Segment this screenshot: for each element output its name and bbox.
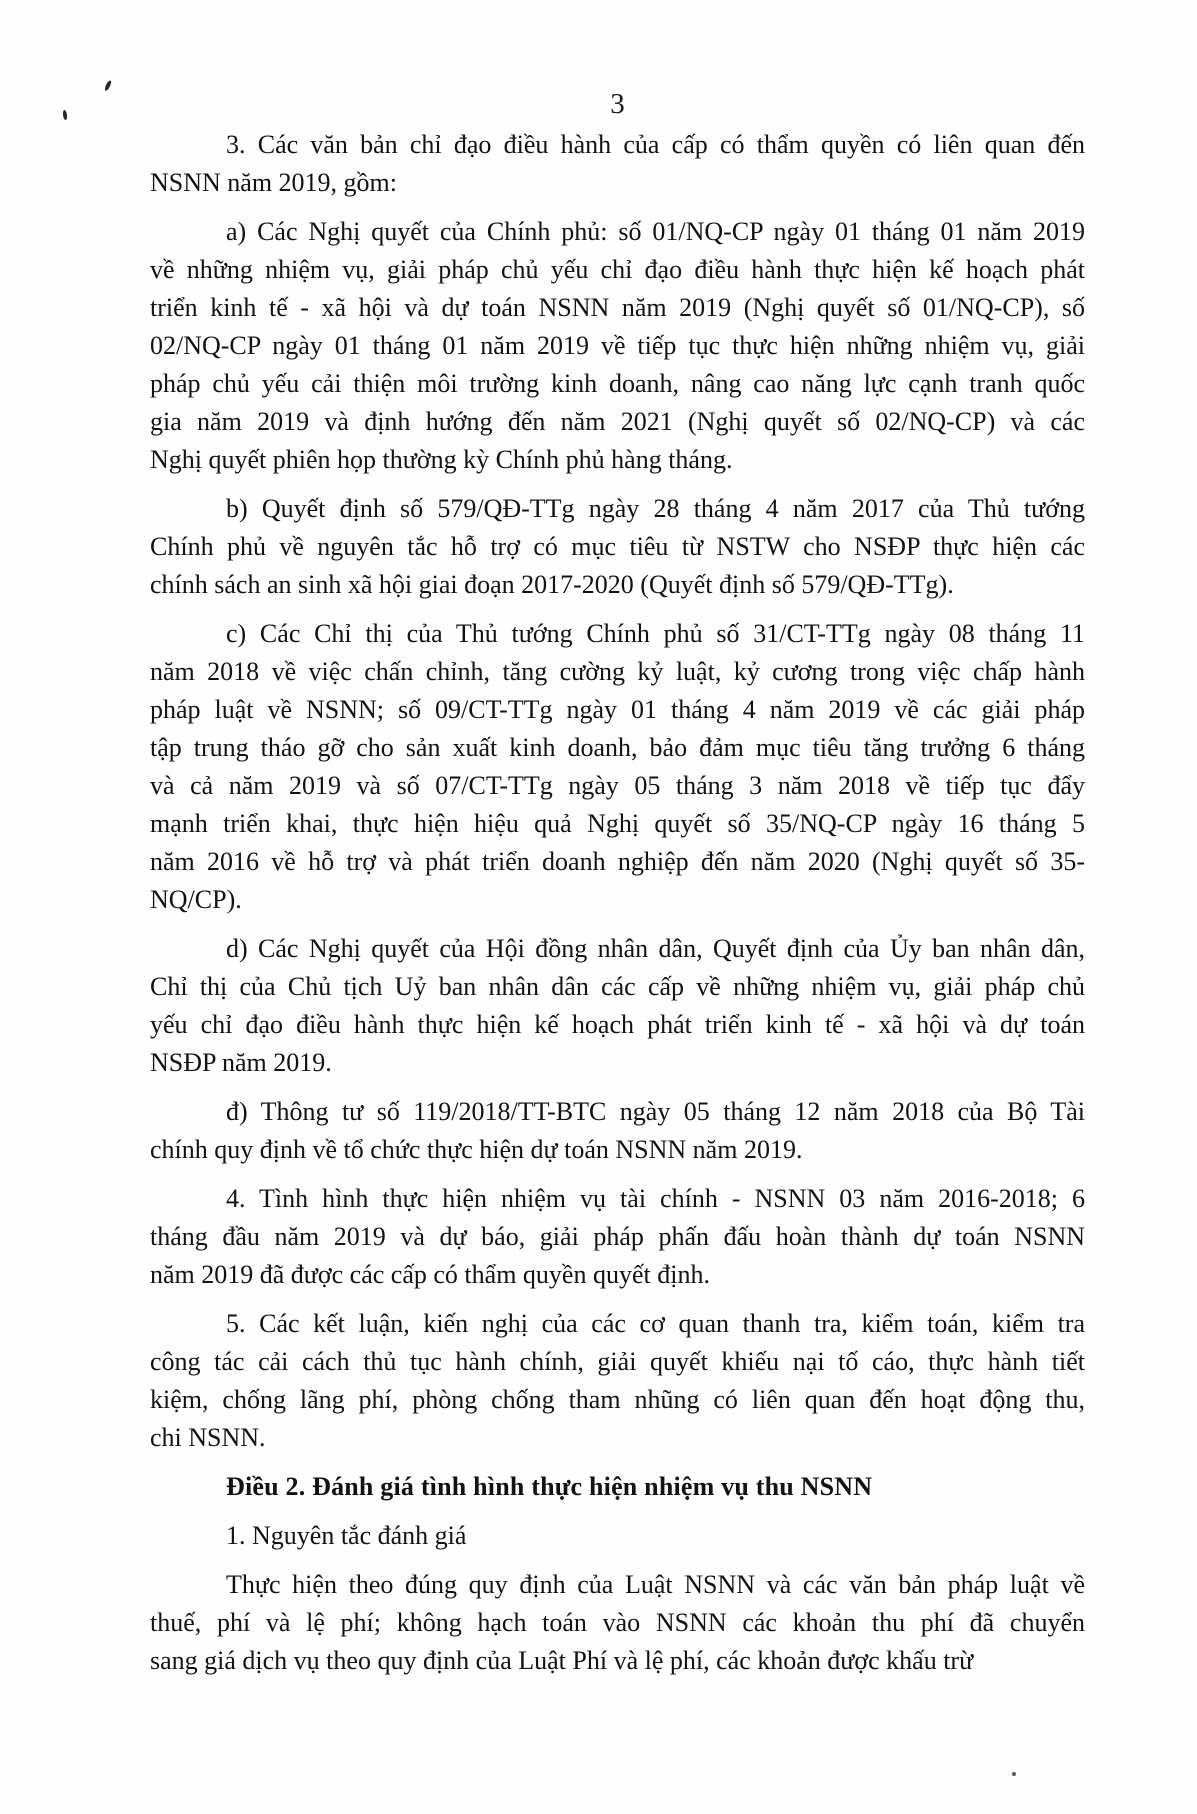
- paragraph-item-d: [150, 930, 1085, 1082]
- text-line: 5. Các kết luận, kiến nghị của các cơ quan thanh tra, kiểm toán, kiểm tra: [226, 1309, 1085, 1338]
- text-line: năm 2019 đã được các cấp có thẩm quyền quyết định.: [150, 1260, 710, 1289]
- page-number: 3: [610, 88, 625, 120]
- text-line: 3. Các văn bản chỉ đạo điều hành của cấp có thẩm quyền có liên quan đến: [226, 130, 1085, 159]
- text-line: 4. Tình hình thực hiện nhiệm vụ tài chính - NSNN 03 năm 2016-2018; 6: [226, 1184, 1085, 1213]
- text-line: triển kinh tế - xã hội và dự toán NSNN năm 2019 (Nghị quyết số 01/NQ-CP), số: [150, 293, 1085, 322]
- paragraph-item-5: [150, 1305, 1085, 1457]
- text-line: mạnh triển khai, thực hiện hiệu quả Nghị quyết số 35/NQ-CP ngày 16 tháng 5: [150, 809, 1085, 838]
- text-line: sang giá dịch vụ theo quy định của Luật Phí và lệ phí, các khoản được khấu trừ: [150, 1646, 974, 1675]
- text-line: c) Các Chỉ thị của Thủ tướng Chính phủ số 31/CT-TTg ngày 08 tháng 11: [226, 619, 1085, 648]
- text-line: NQ/CP).: [150, 885, 242, 914]
- text-line: pháp chủ yếu cải thiện môi trường kinh doanh, nâng cao năng lực cạnh tranh quốc: [150, 369, 1085, 398]
- paragraph-item-1-nguyen-tac: [150, 1517, 1085, 1555]
- heading-text-line: Điều 2. Đánh giá tình hình thực hiện nhiệm vụ thu NSNN: [226, 1472, 873, 1501]
- text-line: kiệm, chống lãng phí, phòng chống tham nhũng có liên quan đến hoạt động thu,: [150, 1385, 1085, 1414]
- text-line: Nghị quyết phiên họp thường kỳ Chính phủ hàng tháng.: [150, 445, 733, 474]
- text-line: về những nhiệm vụ, giải pháp chủ yếu chỉ đạo điều hành thực hiện kế hoạch phát: [150, 255, 1085, 284]
- paragraph-item-4: [150, 1180, 1085, 1294]
- scan-speck-icon: [104, 80, 112, 92]
- text-line: gia năm 2019 và định hướng đến năm 2021 (Nghị quyết số 02/NQ-CP) và các: [150, 407, 1085, 436]
- text-line: chính sách an sinh xã hội giai đoạn 2017-2020 (Quyết định số 579/QĐ-TTg).: [150, 570, 954, 599]
- text-line: tháng đầu năm 2019 và dự báo, giải pháp phấn đấu hoàn thành dự toán NSNN: [150, 1222, 1085, 1251]
- text-line: b) Quyết định số 579/QĐ-TTg ngày 28 tháng 4 năm 2017 của Thủ tướng: [226, 494, 1085, 523]
- paragraph-item-b: [150, 490, 1085, 604]
- scan-dot-icon: [1012, 1772, 1016, 1776]
- text-line: chi NSNN.: [150, 1423, 266, 1452]
- text-line: 1. Nguyên tắc đánh giá: [226, 1521, 467, 1550]
- text-line: Chỉ thị của Chủ tịch Uỷ ban nhân dân các cấp về những nhiệm vụ, giải pháp chủ: [150, 972, 1085, 1001]
- text-line: NSĐP năm 2019.: [150, 1048, 332, 1077]
- text-line: Thực hiện theo đúng quy định của Luật NSNN và các văn bản pháp luật về: [226, 1570, 1085, 1599]
- paragraph-item-c: [150, 615, 1085, 919]
- section-heading-dieu-2: [150, 1468, 1085, 1506]
- text-line: NSNN năm 2019, gồm:: [150, 168, 397, 197]
- text-line: 02/NQ-CP ngày 01 tháng 01 năm 2019 về tiếp tục thực hiện những nhiệm vụ, giải: [150, 331, 1085, 360]
- paragraph-item-3: [150, 126, 1085, 202]
- paragraph-thuc-hien: [150, 1566, 1085, 1680]
- text-line: năm 2018 về việc chấn chỉnh, tăng cường kỷ luật, kỷ cương trong việc chấp hành: [150, 657, 1085, 686]
- scan-speck-icon: [62, 110, 67, 120]
- text-line: công tác cải cách thủ tục hành chính, giải quyết khiếu nại tố cáo, thực hành tiết: [150, 1347, 1085, 1376]
- text-line: thuế, phí và lệ phí; không hạch toán vào NSNN các khoản thu phí đã chuyển: [150, 1608, 1085, 1637]
- paragraph-item-dd: [150, 1093, 1085, 1169]
- text-line: tập trung tháo gỡ cho sản xuất kinh doanh, bảo đảm mục tiêu tăng trưởng 6 tháng: [150, 733, 1085, 762]
- text-line: yếu chỉ đạo điều hành thực hiện kế hoạch phát triển kinh tế - xã hội và dự toán: [150, 1010, 1085, 1039]
- document-body: [150, 126, 1085, 1691]
- text-line: Chính phủ về nguyên tắc hỗ trợ có mục tiêu từ NSTW cho NSĐP thực hiện các: [150, 532, 1085, 561]
- text-line: và cả năm 2019 và số 07/CT-TTg ngày 05 tháng 3 năm 2018 về tiếp tục đẩy: [150, 771, 1085, 800]
- text-line: d) Các Nghị quyết của Hội đồng nhân dân, Quyết định của Ủy ban nhân dân,: [226, 934, 1085, 963]
- text-line: chính quy định về tổ chức thực hiện dự toán NSNN năm 2019.: [150, 1135, 803, 1164]
- paragraph-item-a: [150, 213, 1085, 479]
- text-line: đ) Thông tư số 119/2018/TT-BTC ngày 05 tháng 12 năm 2018 của Bộ Tài: [226, 1097, 1085, 1126]
- text-line: năm 2016 về hỗ trợ và phát triển doanh nghiệp đến năm 2020 (Nghị quyết số 35-: [150, 847, 1085, 876]
- text-line: pháp luật về NSNN; số 09/CT-TTg ngày 01 tháng 4 năm 2019 về các giải pháp: [150, 695, 1085, 724]
- text-line: a) Các Nghị quyết của Chính phủ: số 01/NQ-CP ngày 01 tháng 01 năm 2019: [226, 217, 1085, 246]
